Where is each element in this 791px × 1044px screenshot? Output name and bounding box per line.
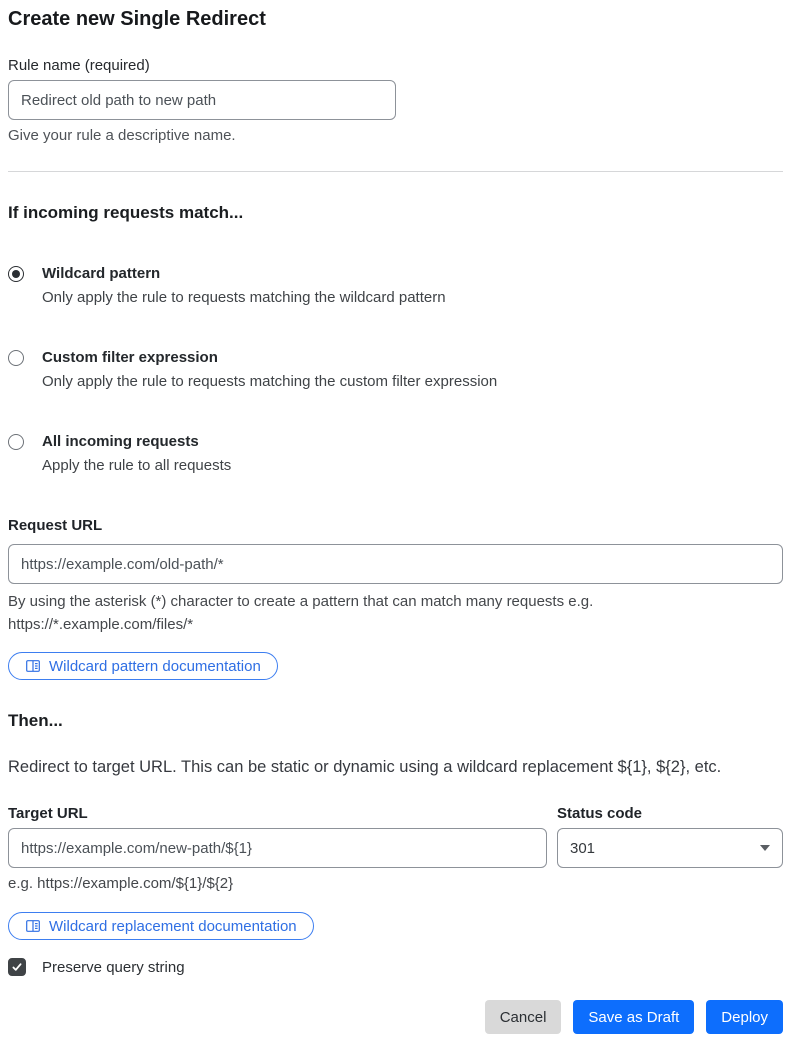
match-section-heading: If incoming requests match... [8, 203, 244, 222]
target-row [8, 804, 783, 894]
request-url-help [8, 590, 783, 636]
radio-option-description: Only apply the rule to requests matching the custom filter expression [42, 373, 498, 390]
rule-name-help: Give your rule a descriptive name. [8, 127, 236, 144]
request-url-help-line1: By using the asterisk (*) character to create a pattern that can match many requests e.g. [8, 593, 594, 610]
status-code-label: Status code [557, 805, 643, 822]
rule-name-input[interactable] [8, 80, 396, 120]
save-as-draft-button[interactable]: Save as Draft [573, 1000, 694, 1034]
deploy-button[interactable]: Deploy [706, 1000, 783, 1034]
target-url-help: e.g. https://example.com/${1}/${2} [8, 875, 234, 892]
request-url-field [8, 516, 783, 636]
preserve-query-checkbox[interactable] [8, 958, 26, 976]
status-code-value: 301 [570, 839, 596, 857]
target-url-label: Target URL [8, 805, 88, 822]
radio-option-custom-filter-expression[interactable] [8, 348, 783, 392]
cancel-button[interactable]: Cancel [485, 1000, 562, 1034]
radio-option-label: Wildcard pattern [42, 265, 161, 282]
book-icon [25, 918, 41, 934]
status-code-select[interactable] [557, 828, 783, 868]
radio-option-all-incoming-requests[interactable] [8, 432, 783, 476]
wildcard-pattern-docs-button[interactable] [8, 652, 278, 680]
radio-icon[interactable] [8, 266, 24, 282]
chevron-down-icon [760, 845, 770, 851]
status-code-field [557, 804, 783, 894]
target-url-input[interactable] [8, 828, 547, 868]
book-icon [25, 658, 41, 674]
request-url-input[interactable] [8, 544, 783, 584]
form-actions [8, 1000, 783, 1034]
wildcard-replacement-docs-button[interactable] [8, 912, 314, 940]
request-url-label: Request URL [8, 517, 103, 534]
preserve-query-row[interactable] [8, 958, 783, 976]
match-type-radio-group [8, 264, 783, 476]
rule-name-label: Rule name (required) [8, 57, 150, 74]
radio-option-description: Apply the rule to all requests [42, 457, 232, 474]
radio-option-label: Custom filter expression [42, 349, 218, 366]
request-url-help-line2: https://*.example.com/files/* [8, 616, 194, 633]
radio-icon[interactable] [8, 350, 24, 366]
section-divider [8, 171, 783, 172]
radio-option-description: Only apply the rule to requests matching the wildcard pattern [42, 289, 446, 306]
wildcard-pattern-docs-label: Wildcard pattern documentation [49, 657, 261, 675]
rule-name-field [8, 56, 783, 147]
preserve-query-label: Preserve query string [42, 958, 185, 976]
radio-option-wildcard-pattern[interactable] [8, 264, 783, 308]
page-title: Create new Single Redirect [8, 8, 266, 30]
then-section-heading: Then... [8, 711, 63, 730]
target-url-field [8, 804, 547, 894]
radio-option-label: All incoming requests [42, 433, 199, 450]
checkmark-icon [11, 961, 23, 973]
wildcard-replacement-docs-label: Wildcard replacement documentation [49, 917, 297, 935]
radio-icon[interactable] [8, 434, 24, 450]
then-section-description: Redirect to target URL. This can be static or dynamic using a wildcard replacement ${1}, ${2}, etc. [8, 758, 722, 776]
